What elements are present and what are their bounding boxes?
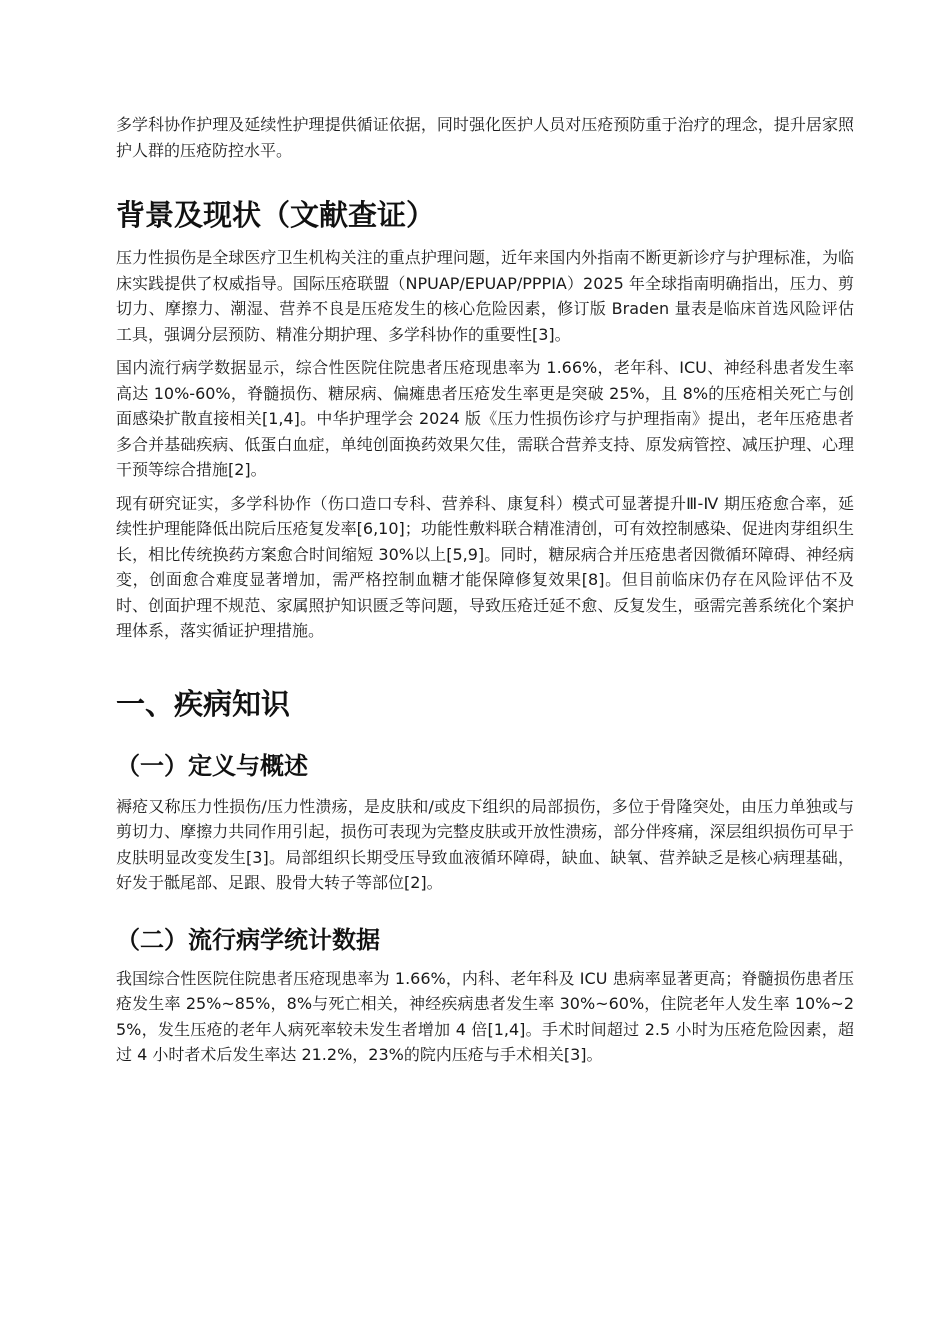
epidemiology-subsection-title: （二）流行病学统计数据	[116, 925, 380, 954]
epidemiology-paragraph: 我国综合性医院住院患者压疮现患率为 1.66%，内科、老年科及 ICU 患病率显著更高；脊髓损伤患者压疮发生率 25%~85%，8%与死亡相关，神经疾病患者发生率 30%~60%，住院老年人发生率 10%~25%，发生压疮的老年人病死率较未发生者增加 4 倍[1,4]。手术时间超过 2.5 小时为压疮危险因素，超过 4 小时者术后发生率达 21.2%，23%的院内压疮与手术相关[3]。	[116, 968, 854, 1064]
background-paragraph-2: 国内流行病学数据显示，综合性医院住院患者压疮现患率为 1.66%，老年科、ICU、神经科患者发生率高达 10%-60%，脊髓损伤、糖尿病、偏瘫患者压疮发生率更是突破 25%，且 8%的压疮相关死亡与创面感染扩散直接相关[1,4]。中华护理学会 2024 版《压力性损伤诊疗与护理指南》提出，老年压疮患者多合并基础疾病、低蛋白血症，单纯创面换药效果欠佳，需联合营养支持、原发病管控、减压护理、心理干预等综合措施[2]。	[116, 358, 854, 479]
background-paragraph-1: 压力性损伤是全球医疗卫生机构关注的重点护理问题，近年来国内外指南不断更新诊疗与护理标准，为临床实践提供了权威指导。国际压疮联盟（NPUAP/EPUAP/PPPIA）2025 年全球指南明确指出，压力、剪切力、摩擦力、潮湿、营养不良是压疮发生的核心危险因素，修订版 Braden 量表是临床首选风险评估工具，强调分层预防、精准分期护理、多学科协作的重要性[3]。	[116, 248, 854, 344]
definition-subsection-title: （一）定义与概述	[116, 751, 308, 780]
background-section-title: 背景及现状（文献查证）	[116, 198, 436, 232]
definition-paragraph: 褥疮又称压力性损伤/压力性溃疡，是皮肤和/或皮下组织的局部损伤，多位于骨隆突处，由压力单独或与剪切力、摩擦力共同作用引起，损伤可表现为完整皮肤或开放性溃疡，部分伴疼痛，深层组织损伤可早于皮肤明显改变发生[3]。局部组织长期受压导致血液循环障碍，缺血、缺氧、营养缺乏是核心病理基础，好发于骶尾部、足跟、股骨大转子等部位[2]。	[116, 796, 854, 892]
background-paragraph-3: 现有研究证实，多学科协作（伤口造口专科、营养科、康复科）模式可显著提升Ⅲ-Ⅳ 期压疮愈合率，延续性护理能降低出院后压疮复发率[6,10]；功能性敷料联合精准清创，可有效控制感染、促进肉芽组织生长，相比传统换药方案愈合时间缩短 30%以上[5,9]。同时，糖尿病合并压疮患者因微循环障碍、神经病变，创面愈合难度显著增加，需严格控制血糖才能保障修复效果[8]。但目前临床仍存在风险评估不及时、创面护理不规范、家属照护知识匮乏等问题，导致压疮迁延不愈、反复发生，亟需完善系统化个案护理体系，落实循证护理措施。	[116, 493, 854, 640]
document-page	[116, 112, 854, 1068]
disease-section-title: 一、疾病知识	[116, 686, 291, 721]
intro-paragraph: 多学科协作护理及延续性护理提供循证依据，同时强化医护人员对压疮预防重于治疗的理念，提升居家照护人群的压疮防控水平。	[116, 115, 854, 160]
